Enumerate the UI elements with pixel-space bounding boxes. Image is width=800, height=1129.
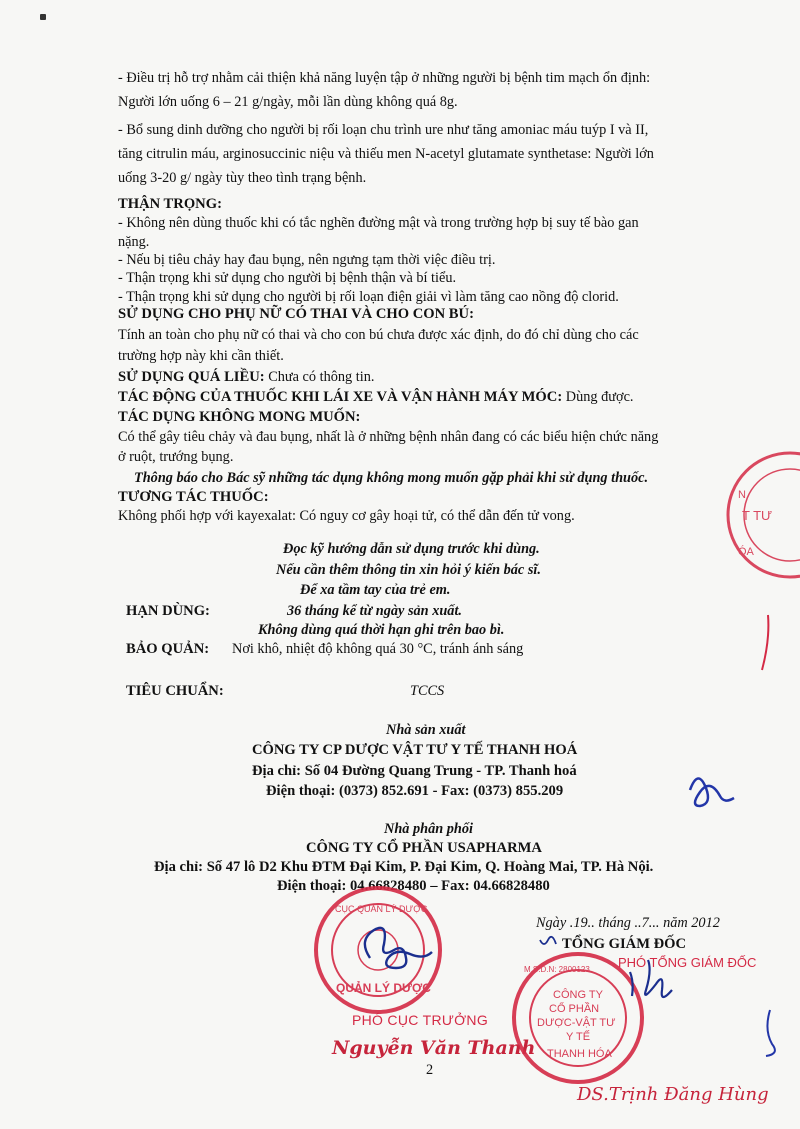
dosage-line-1: - Điều trị hỗ trợ nhằm cải thiện khả năng luyện tập ở những người bị bệnh tim mạch ổn định:	[118, 70, 651, 86]
than-trong-item: nặng.	[118, 234, 150, 250]
pharmacist-name: DS.Trịnh Đăng Hùng	[577, 1084, 769, 1105]
company-stamp	[514, 954, 642, 1082]
than-trong-item: - Thận trọng khi sử dụng cho người bị rối loạn điện giải vì làm tăng cao nồng độ clorid.	[118, 289, 619, 305]
bao-quan-label: BẢO QUẢN:	[126, 641, 210, 657]
dosage-line-2: Người lớn uống 6 – 21 g/ngày, mỗi lần dùng không quá 8g.	[118, 94, 458, 110]
tac-dung-text-2: ở ruột, trướng bụng.	[118, 449, 234, 465]
page-number: 2	[426, 1062, 434, 1078]
signing-date: Ngày .19.. tháng ..7... năm 2012	[536, 915, 720, 931]
warning-keep-away: Để xa tầm tay của trẻ em.	[300, 582, 451, 598]
than-trong-heading: THẬN TRỌNG:	[118, 196, 222, 212]
stamp-line: THANH HÓA	[547, 1048, 612, 1060]
edge-stamp	[728, 453, 800, 577]
deputy-head-title: PHÓ CỤC TRƯỞNG	[352, 1012, 489, 1028]
deputy-head-name: Nguyễn Văn Thanh	[332, 1037, 536, 1059]
tuong-tac-heading: TƯƠNG TÁC THUỐC:	[118, 489, 269, 505]
stamp-line: Y TẾ	[566, 1031, 591, 1043]
distributor-title: Nhà phân phối	[384, 821, 473, 837]
stamp-text-bottom: QUẢN LÝ DƯỢC	[336, 981, 431, 995]
tac-dung-notice: Thông báo cho Bác sỹ những tác dụng không mong muốn gặp phải khi sử dụng thuốc.	[134, 470, 649, 486]
phu-nu-text-1: Tính an toàn cho phụ nữ có thai và cho con bú chưa được xác định, do đó chỉ dùng cho các	[118, 327, 639, 343]
distributor-phone: Điện thoại: 04.66828480 – Fax: 04.66828480	[277, 878, 550, 894]
han-dung-value-1: 36 tháng kể từ ngày sản xuất.	[287, 603, 462, 619]
warning-ask-doctor: Nếu cần thêm thông tin xin hỏi ý kiến bác sĩ.	[276, 562, 541, 578]
than-trong-item: - Thận trọng khi sử dụng cho người bị bệnh thận và bí tiểu.	[118, 270, 457, 286]
lai-xe-heading: TÁC ĐỘNG CỦA THUỐC KHI LÁI XE VÀ VẬN HÀNH MÁY MÓC:	[118, 389, 563, 405]
manufacturer-phone: Điện thoại: (0373) 852.691 - Fax: (0373) 855.209	[266, 783, 564, 799]
dosage-line-3: - Bổ sung dinh dưỡng cho người bị rối loạn chu trình ure như tăng amoniac máu tuýp I và II,	[118, 122, 649, 138]
qua-lieu-text: Chưa có thông tin.	[264, 369, 375, 385]
tieu-chuan-label: TIÊU CHUẨN:	[126, 683, 224, 699]
tieu-chuan-value: TCCS	[410, 683, 445, 699]
phu-nu-text-2: trường hợp này khi cần thiết.	[118, 348, 284, 364]
red-mark	[762, 615, 768, 670]
stamp-number: M.S.D.N: 2800123	[524, 965, 590, 974]
warning-read-instructions: Đọc kỹ hướng dẫn sử dụng trước khi dùng.	[283, 541, 540, 557]
svg-text:ÓA: ÓA	[738, 546, 754, 558]
than-trong-item: - Nếu bị tiêu chảy hay đau bụng, nên ngưng tạm thời việc điều trị.	[118, 252, 496, 268]
svg-text:T TƯ: T TƯ	[742, 508, 773, 523]
left-official-stamp	[316, 888, 440, 1012]
tuong-tac-text: Không phối hợp với kayexalat: Có nguy cơ gây hoại tử, có thể dẫn đến tử vong.	[118, 508, 575, 524]
than-trong-item: - Không nên dùng thuốc khi có tắc nghẽn đường mật và trong trường hợp bị suy tế bào gan	[118, 215, 639, 231]
dosage-line-5: uống 3-20 g/ ngày tùy theo tình trạng bệnh.	[118, 170, 367, 186]
general-director-title: TỔNG GIÁM ĐỐC	[562, 936, 687, 952]
lai-xe-line	[118, 389, 633, 406]
qua-lieu-line	[118, 369, 374, 386]
manufacturer-name: CÔNG TY CP DƯỢC VẬT TƯ Y TẾ THANH HOÁ	[252, 742, 578, 758]
distributor-address: Địa chỉ: Số 47 lô D2 Khu ĐTM Đại Kim, P. Đại Kim, Q. Hoàng Mai, TP. Hà Nội.	[154, 859, 654, 875]
tac-dung-heading: TÁC DỤNG KHÔNG MONG MUỐN:	[118, 409, 361, 425]
margin-signature	[766, 1010, 775, 1056]
han-dung-value-2: Không dùng quá thời hạn ghi trên bao bì.	[258, 622, 505, 638]
dosage-line-4: tăng citrulin máu, arginosuccinic niệu và thiếu men N-acetyl glutamate synthetase: Người lớn	[118, 146, 654, 162]
manufacturer-address: Địa chỉ: Số 04 Đường Quang Trung - TP. Thanh hoá	[252, 763, 577, 779]
bao-quan-value: Nơi khô, nhiệt độ không quá 30 °C, tránh ánh sáng	[232, 641, 524, 657]
stamp-line: CỔ PHẦN	[549, 1003, 600, 1015]
deputy-head-signature	[365, 928, 432, 968]
qua-lieu-heading: SỬ DỤNG QUÁ LIỀU:	[118, 369, 265, 385]
distributor-name: CÔNG TY CỔ PHẦN USAPHARMA	[306, 840, 542, 856]
initials-signature	[690, 778, 734, 806]
stamp-line: DƯỢC-VẬT TƯ	[537, 1017, 616, 1029]
phu-nu-heading: SỬ DỤNG CHO PHỤ NỮ CÓ THAI VÀ CHO CON BÚ:	[118, 306, 474, 322]
deputy-director-title: PHÓ TỔNG GIÁM ĐỐC	[618, 955, 757, 970]
lai-xe-text: Dùng được.	[562, 389, 634, 405]
tac-dung-text-1: Có thể gây tiêu chảy và đau bụng, nhất là ở những bệnh nhân đang có các biểu hiện chức năng	[118, 429, 659, 445]
stamp-line: CÔNG TY	[553, 989, 603, 1001]
manufacturer-title: Nhà sản xuất	[386, 722, 466, 738]
corner-mark	[40, 14, 46, 20]
stamp-text-top: CỤC QUẢN LÝ DƯỢC	[335, 904, 428, 914]
han-dung-label: HẠN DÙNG:	[126, 603, 210, 619]
svg-text:N: N	[738, 489, 746, 501]
small-signature-mark	[540, 937, 556, 944]
